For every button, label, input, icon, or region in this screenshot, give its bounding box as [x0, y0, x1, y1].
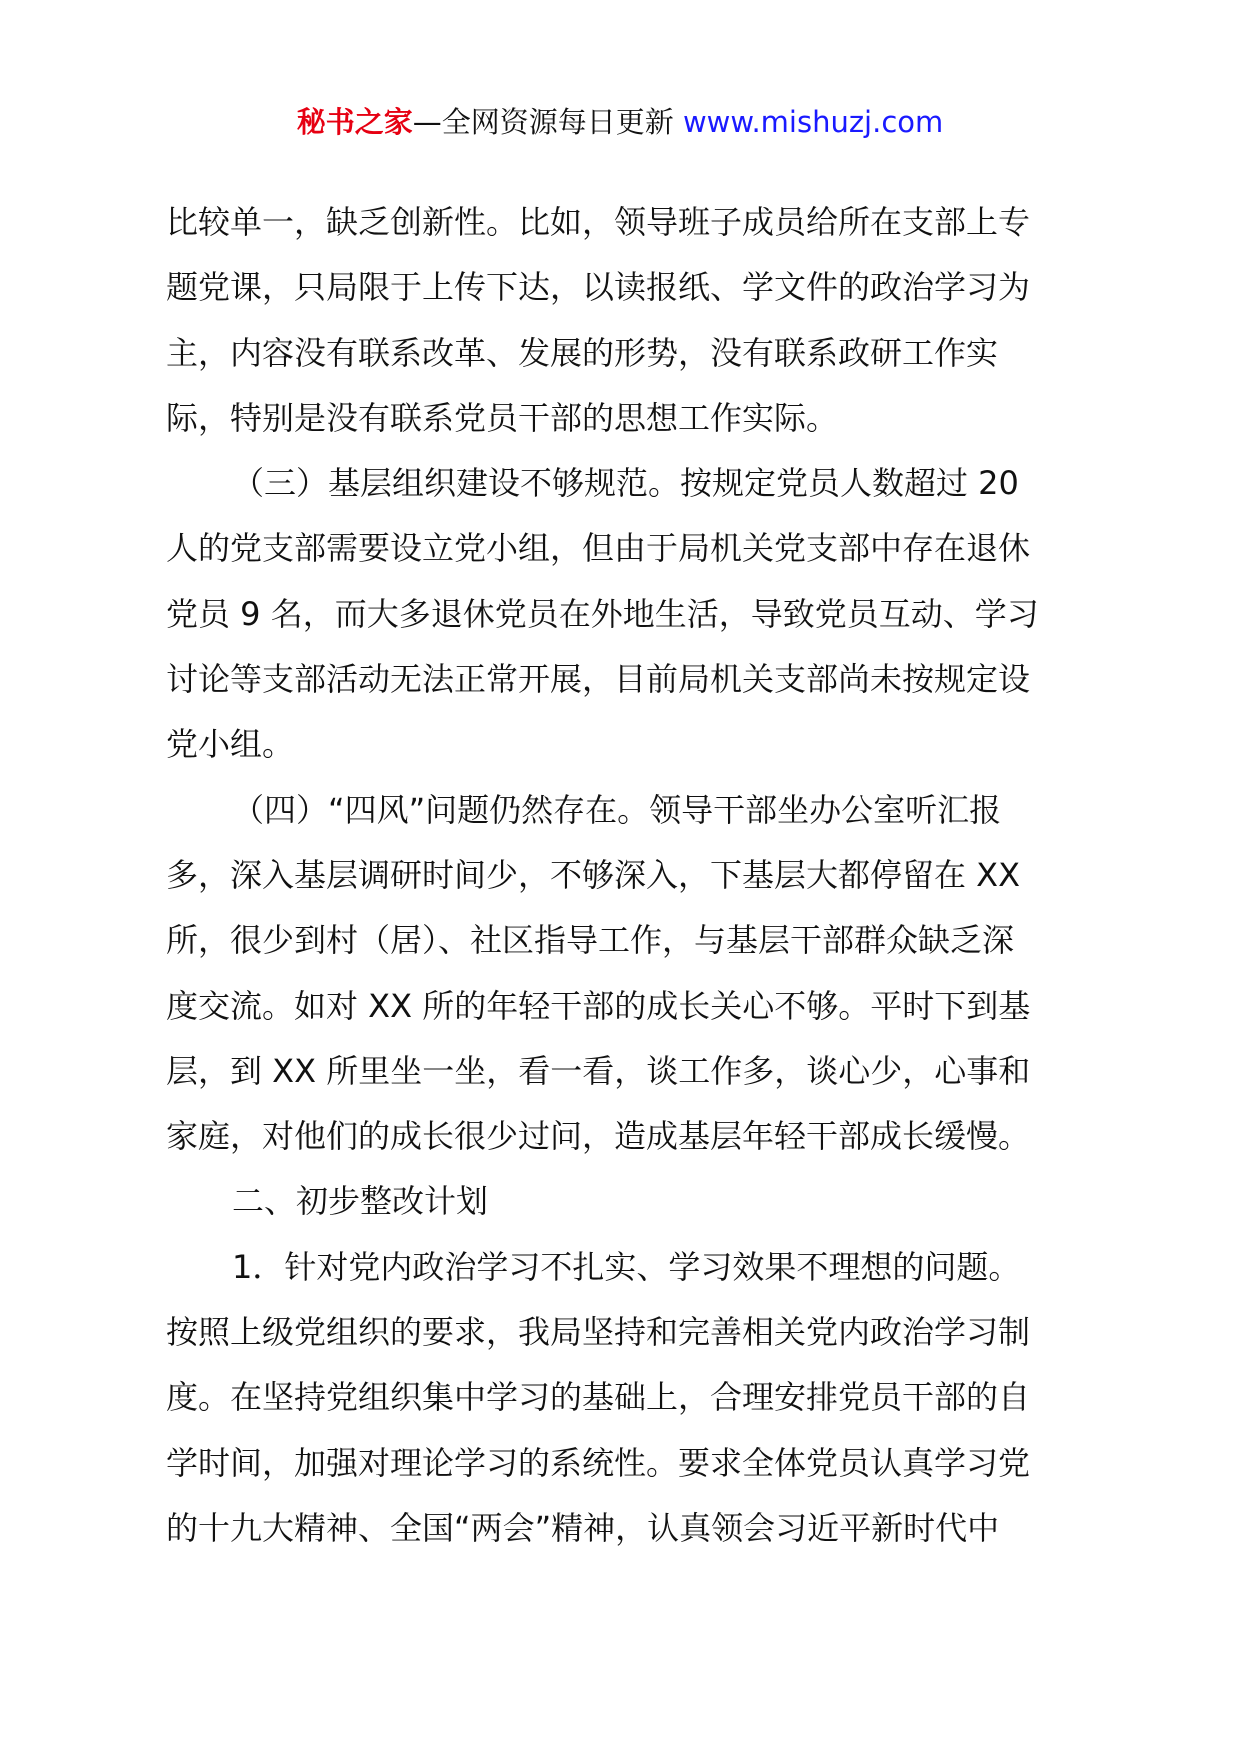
text-line: 党小组。	[166, 725, 295, 764]
text-line: 学时间，加强对理论学习的系统性。要求全体党员认真学习党	[166, 1443, 1031, 1482]
document-body	[166, 190, 1078, 1561]
text-line: 多，深入基层调研时间少，不够深入，下基层大都停留在 XX	[166, 855, 1021, 894]
section-heading-3: （三）基层组织建设不够规范。按规定党员人数超过 20	[232, 464, 1019, 503]
text-line: 比较单一，缺乏创新性。比如，领导班子成员给所在支部上专	[166, 203, 1031, 241]
text-line: 按照上级党组织的要求，我局坚持和完善相关党内政治学习制	[166, 1313, 1031, 1352]
header-slogan: —全网资源每日更新	[412, 105, 683, 139]
text-line: 度交流。如对 XX 所的年轻干部的成长关心不够。平时下到基	[166, 986, 1031, 1025]
text-line: 层，到 XX 所里坐一坐，看一看，谈工作多，谈心少，心事和	[166, 1051, 1031, 1090]
page-header	[0, 102, 1240, 142]
chapter-heading-2: 二、初步整改计划	[232, 1182, 489, 1221]
text-line: 讨论等支部活动无法正常开展，目前局机关支部尚未按规定设	[166, 660, 1031, 699]
text-line: 度。在坚持党组织集中学习的基础上，合理安排党员干部的自	[166, 1378, 1031, 1417]
item-heading-1: 1．针对党内政治学习不扎实、学习效果不理想的问题。	[232, 1247, 1021, 1286]
text-line: 主，内容没有联系改革、发展的形势，没有联系政研工作实	[166, 333, 999, 372]
text-line: 党员 9 名，而大多退休党员在外地生活，导致党员互动、学习	[166, 594, 1039, 633]
text-line: 家庭，对他们的成长很少过问，造成基层年轻干部成长缓慢。	[166, 1117, 1031, 1156]
brand-name: 秘书之家	[296, 105, 413, 139]
text-line: 人的党支部需要设立党小组，但由于局机关党支部中存在退休	[166, 529, 1031, 568]
text-line: 的十九大精神、全国“两会”精神，认真领会习近平新时代中	[166, 1508, 1000, 1547]
text-line: 题党课，只局限于上传下达，以读报纸、学文件的政治学习为	[166, 268, 1031, 307]
section-heading-4: （四）“四风”问题仍然存在。领导干部坐办公室听汇报	[232, 790, 1002, 829]
website-link[interactable]: www.mishuzj.com	[682, 105, 944, 139]
text-line: 所，很少到村（居）、社区指导工作，与基层干部群众缺乏深	[166, 921, 1015, 960]
text-line: 际，特别是没有联系党员干部的思想工作实际。	[166, 398, 839, 437]
